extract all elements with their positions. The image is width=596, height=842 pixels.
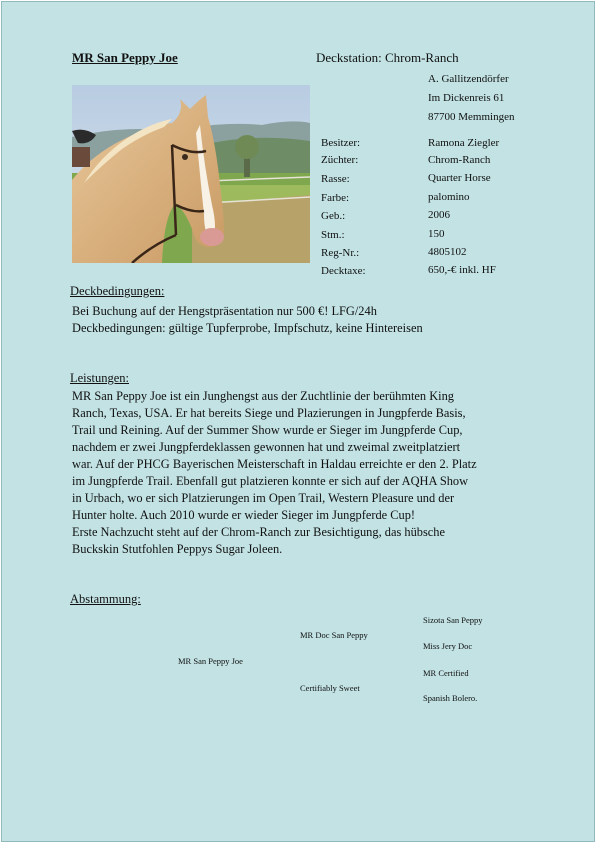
detail-value: 4805102	[428, 246, 467, 258]
detail-label: Decktaxe:	[321, 265, 366, 277]
text-line: nachdem er zwei Jungpferdeklassen gewonnen hat und zweimal zweitplatziert	[72, 440, 461, 454]
pedigree-horse: MR San Peppy Joe	[178, 656, 243, 666]
address-line: 87700 Memmingen	[428, 111, 515, 123]
deckbedingungen-text	[72, 303, 522, 337]
text-line: Bei Buchung auf der Hengstpräsentation nur 500 €! LFG/24h	[72, 304, 377, 318]
horse-photo	[72, 85, 310, 263]
leistungen-text	[72, 388, 522, 558]
text-line: Deckbedingungen: gültige Tupferprobe, Impfschutz, keine Hintereisen	[72, 321, 423, 335]
detail-value: Ramona Ziegler	[428, 137, 500, 149]
detail-label: Besitzer:	[321, 137, 361, 149]
detail-value: 650,-€ inkl. HF	[428, 264, 496, 276]
pedigree-dam-dam: Spanish Bolero.	[423, 693, 478, 703]
text-line: im Jungpferde Trail. Ebenfall gut platzieren konnte er sich auf der AQHA Show	[72, 474, 469, 488]
pedigree-sire-dam: Miss Jery Doc	[423, 641, 473, 651]
detail-label: Rasse:	[321, 173, 350, 185]
pedigree-sire-sire: Sizota San Peppy	[423, 615, 483, 625]
detail-value: 2006	[428, 209, 450, 221]
text-line: in Urbach, wo er sich Platzierungen im Open Trail, Western Pleasure und der	[72, 491, 455, 505]
text-line: war. Auf der PHCG Bayerischen Meisterschaft in Haldau erreichte er den 2. Platz	[72, 457, 477, 471]
detail-value: Chrom-Ranch	[428, 154, 491, 166]
text-line: Erste Nachzucht steht auf der Chrom-Ranch zur Besichtigung, das hübsche	[72, 525, 445, 539]
deckbedingungen-heading: Deckbedingungen:	[70, 284, 165, 298]
page-title: MR San Peppy Joe	[72, 50, 178, 65]
detail-value: 150	[428, 228, 445, 240]
pedigree-sire: MR Doc San Peppy	[300, 630, 368, 640]
address-line: A. Gallitzendörfer	[428, 73, 509, 85]
detail-label: Züchter:	[321, 154, 359, 166]
detail-label: Farbe:	[321, 192, 350, 204]
text-line: Buckskin Stutfohlen Peppys Sugar Joleen.	[72, 542, 283, 556]
detail-label: Stm.:	[321, 229, 345, 241]
text-line: Hunter holte. Auch 2010 wurde er wieder Sieger im Jungpferde Cup!	[72, 508, 416, 522]
address-line: Im Dickenreis 61	[428, 92, 505, 104]
detail-value: Quarter Horse	[428, 172, 491, 184]
text-line: MR San Peppy Joe ist ein Junghengst aus der Zuchtlinie der berühmten King	[72, 389, 454, 403]
leistungen-heading: Leistungen:	[70, 371, 130, 385]
pedigree-dam-sire: MR Certified	[423, 668, 469, 678]
stud-station: Deckstation: Chrom-Ranch	[316, 50, 459, 65]
text-line: Trail und Reining. Auf der Summer Show wurde er Sieger im Jungpferde Cup,	[72, 423, 463, 437]
text-line: Ranch, Texas, USA. Er hat bereits Siege und Plazierungen in Jungpferde Basis,	[72, 406, 466, 420]
detail-value: palomino	[428, 191, 470, 203]
detail-label: Geb.:	[321, 210, 346, 222]
detail-label: Reg-Nr.:	[321, 247, 360, 259]
pedigree-dam: Certifiably Sweet	[300, 683, 360, 693]
abstammung-heading: Abstammung:	[70, 592, 141, 606]
